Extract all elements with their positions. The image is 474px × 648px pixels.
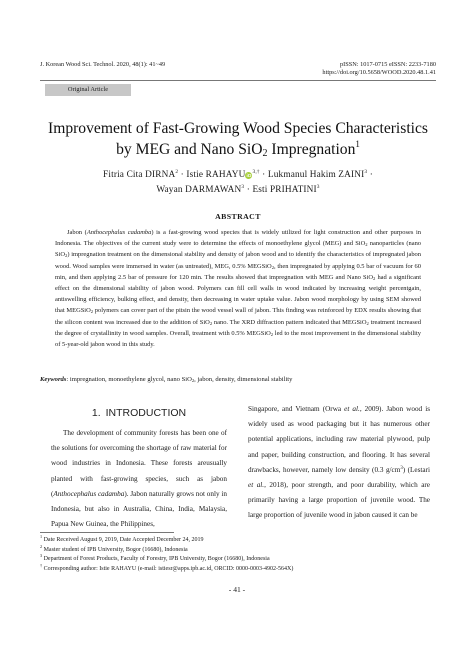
- footnote-divider: [40, 532, 174, 533]
- footnote-text: Master student of IPB University, Bogor (16680), Indonesia: [42, 546, 188, 553]
- title-subscript: 2: [262, 148, 268, 159]
- footnote-text: Corresponding author: Istie RAHAYU (e-mail: istiesr@apps.ipb.ac.id, ORCID: 0000-0003-4902-564X): [42, 565, 294, 572]
- abstract-text: nano. The XRD diffraction pattern indicated that MEGSiO: [212, 318, 367, 326]
- page-number: - 41 -: [228, 585, 246, 594]
- right-column: [248, 402, 430, 524]
- keywords-text: , jabon, density, dimensional stability: [194, 376, 293, 383]
- body-text: , 2009). Jabon wood is widely used as wood packaging but it has numerous other potential applications, including raw material plywood, pulp and paper, building construction, and flooring. It has several drawbacks, however, namely low density (0.3 g/cm: [248, 405, 430, 474]
- author-affiliation: 3,†: [252, 169, 260, 175]
- footnote-received: [40, 536, 436, 546]
- footnote-corresponding-author: [40, 562, 436, 575]
- footnote-affiliation-2: [40, 543, 436, 559]
- footnote-text: Department of Forest Products, Faculty of Forestry, IPB University, Bogor (16680), Indonesia: [42, 556, 270, 563]
- abstract-text: polymers can cover part of the pitsin the wood vessel wall of jabon. This finding was reinforced by EDX results showing that the silicon content was increased due to the addition of SiO: [55, 307, 421, 326]
- title-text: Impregnation: [267, 141, 356, 158]
- body-text: The development of community forests has been one of the solutions for overcoming the shortage of raw material for wood industries in Indonesia. These forests areusually planted with fast-growing species, such as jabon (: [51, 429, 227, 498]
- author-name: Istie RAHAYU: [186, 170, 246, 180]
- abstract-heading: ABSTRACT: [215, 212, 261, 221]
- abstract-text: ) is a fast-growing wood species that is widely utilized for light construction and other purposes in Indonesia. The objectives of the current study were to determine the effects of monoethylene glycol (MEG) and SiO: [55, 229, 421, 248]
- article-title: [40, 118, 436, 160]
- article-type-badge: Original Article: [45, 84, 131, 96]
- species-name: Anthocephalus cadamba: [53, 489, 125, 498]
- footnote-affiliation-3: [40, 555, 436, 565]
- intro-paragraph: [51, 426, 227, 532]
- abstract-text: , then impregnated by applying 0.5 bar of vacuum for 60 min, and then applying 2.5 bar of pressure for 120 min. The results showed that impregnation with MEG and Nano SiO: [55, 262, 421, 281]
- keywords-colon: :: [66, 376, 69, 383]
- subscript: 2: [65, 253, 68, 259]
- abstract-text: nanoparticles (nano SiO: [55, 240, 422, 259]
- species-name: Anthocephalus cadamba: [86, 229, 152, 236]
- footnotes: [40, 536, 436, 574]
- section-number: 1.: [91, 407, 101, 419]
- footnote-mark: 3: [40, 553, 43, 559]
- author-separator: ·: [246, 184, 250, 195]
- subscript: 2: [365, 242, 368, 248]
- title-text: by MEG and Nano SiO: [116, 141, 263, 158]
- body-text: ). Jabon naturally grows not only in Indonesia, but also in Australia, China, India, Malaysia, Papua New Guinea, the Philippines,: [51, 489, 227, 529]
- author-name: Lukmanul Hakim ZAINI: [267, 170, 365, 180]
- doi-link[interactable]: https://doi.org/10.5658/WOOD.2020.48.1.41: [322, 69, 436, 77]
- superscript: 3: [400, 465, 403, 471]
- author-name: Esti PRIHATINI: [252, 184, 317, 195]
- author-affiliation: 3: [316, 183, 320, 190]
- abstract-text: had a significant effect on the dimensional stability of jabon wood. Polymers can fill cell walls in wood indicated by increasing weight percentgain, antiswelling efficiency, bulking effect, and density, then decreasing in water uptake value. Jabon wood morphology by using SEM showed that MEGSiO: [55, 273, 421, 315]
- author-list: [40, 168, 436, 197]
- author-affiliation: 2: [175, 169, 179, 175]
- orcid-icon[interactable]: iD: [246, 173, 252, 178]
- journal-citation: J. Korean Wood Sci. Technol. 2020, 48(1): 41~49: [40, 61, 166, 68]
- subscript: 2: [209, 320, 213, 326]
- header-divider: [40, 80, 436, 81]
- issn-line: pISSN: 1017-0715 eISSN: 2233-7180: [339, 61, 436, 68]
- footnote-mark: 1: [40, 534, 43, 539]
- title-footnote-mark: 1: [355, 139, 360, 149]
- author-name: Fitria Cita DIRNA: [103, 170, 176, 180]
- subscript: 2: [191, 378, 195, 383]
- abstract-text: Jabon (: [67, 229, 87, 236]
- title-line-2: [40, 139, 436, 160]
- author-affiliation: 3: [241, 183, 245, 190]
- left-column: [51, 402, 227, 532]
- subscript: 2: [373, 275, 376, 281]
- author-separator: ·: [180, 170, 184, 180]
- intro-paragraph-continued: [248, 402, 430, 524]
- title-line-1: Improvement of Fast-Growing Wood Species Characteristics: [48, 120, 428, 137]
- body-text: ) (Lestari: [402, 465, 430, 474]
- keywords-label: Keywords: [40, 376, 67, 383]
- abstract-text: treatment increased the degree of crystallinity in wood samples. Overall, treatment with 0.5% MEGSiO: [55, 318, 421, 337]
- keywords-line: [40, 375, 436, 384]
- footnote-mark: †: [40, 562, 43, 568]
- author-separator: ·: [262, 170, 266, 180]
- footnote-mark: 2: [40, 543, 43, 549]
- subscript: 2: [366, 320, 369, 326]
- abstract-body: [55, 227, 421, 350]
- authors-line-2: [40, 183, 436, 198]
- keywords-text: impregnation, monoethylene glycol, nano SiO: [68, 376, 192, 383]
- footnote-text: Date Received August 9, 2019, Date Accepted December 24, 2019: [42, 537, 204, 543]
- author-affiliation: 3: [364, 169, 368, 175]
- authors-line-1: [40, 168, 436, 183]
- author-separator: ·: [369, 170, 373, 180]
- abstract-text: led to the most improvement in the dimensional stability of 5-year-old jabon wood in this study.: [55, 329, 421, 349]
- subscript: 2: [90, 309, 94, 315]
- body-text: Singapore, and Vietnam (Orwa: [248, 405, 345, 413]
- citation-etal: et al.: [344, 405, 360, 413]
- section-heading-introduction: [51, 402, 227, 426]
- citation-etal: et al.: [248, 481, 265, 490]
- issn-doi-block: [322, 61, 436, 78]
- body-text: , 2018), poor strength, and poor durability, which are primarily having a large proportion of juvenile wood. The large proportion of juvenile wood in jabon caused it can be: [248, 481, 430, 520]
- subscript: 2: [271, 264, 275, 270]
- author-name: Wayan DARMAWAN: [156, 184, 242, 195]
- section-title: INTRODUCTION: [105, 407, 187, 419]
- abstract-text: ) impregnation treatment on the dimensional stability and density of jabon wood and to identify the characteristics of impregnated jabon wood. Wood samples were immersed in water (as untreated), MEG, 0.5% MEGSiO: [55, 251, 421, 270]
- subscript: 2: [270, 331, 274, 337]
